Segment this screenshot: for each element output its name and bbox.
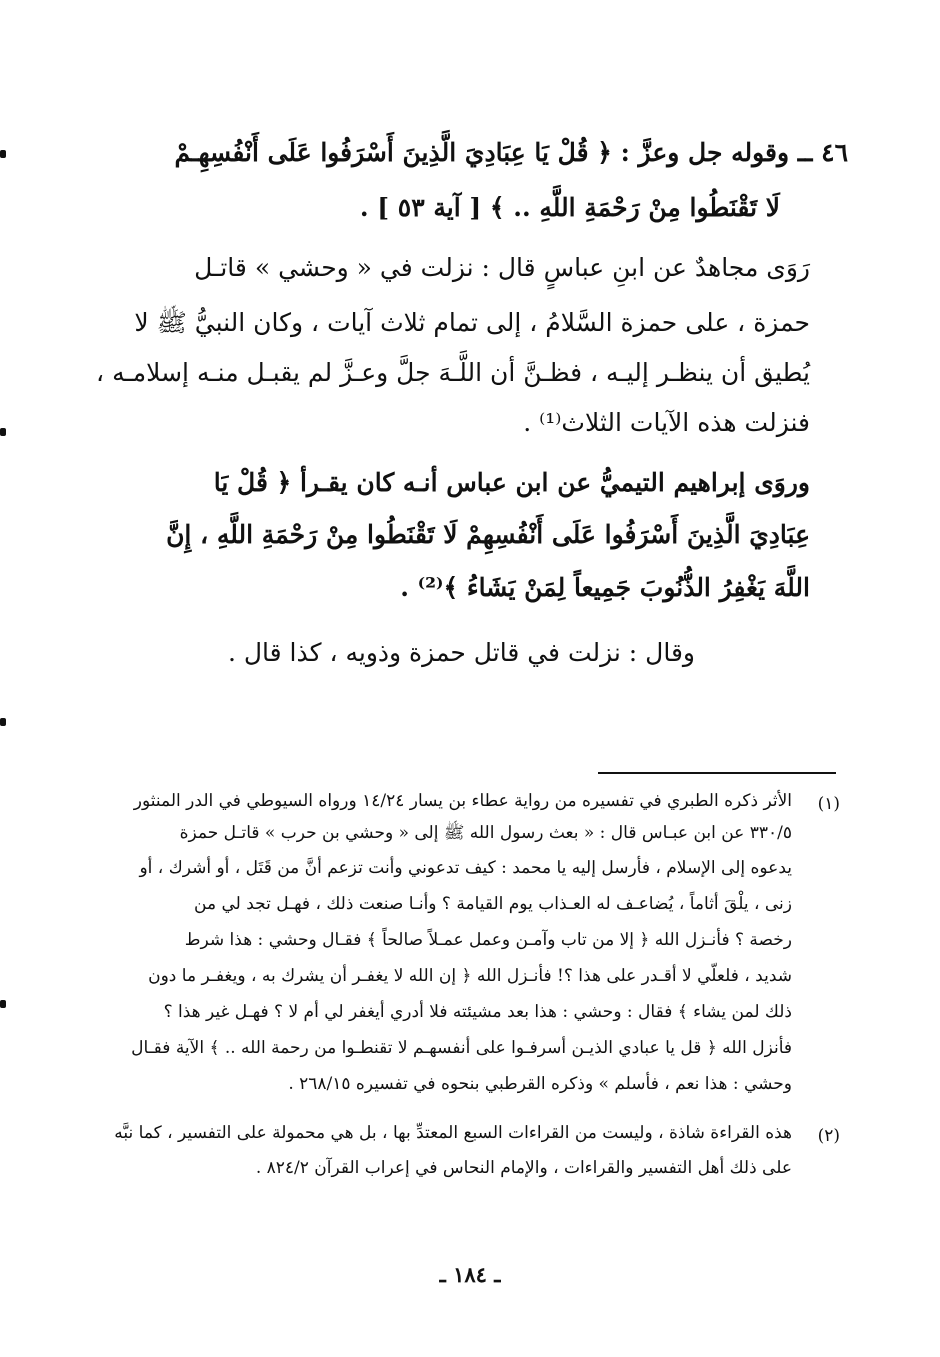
paragraph-3: وقال : نزلت في قاتل حمزة وذويه ، كذا قال . [227, 638, 695, 667]
page-number: ـ ١٨٤ ـ [439, 1262, 501, 1287]
paragraph-2-line-1: وروَى إبراهيم التيميُّ عن ابن عباس أنـه كان يقـرأ ﴿ قُلْ يَا [213, 468, 810, 497]
footnote-1-line-8: فأنزل الله ﴿ قل يا عبادي الذيـن أسرفـوا على أنفسهـم لا تقنطـوا من رحمة الله .. ﴾ الآية فقـال [131, 1038, 792, 1058]
margin-mark [0, 150, 6, 158]
margin-mark [0, 718, 6, 726]
footnote-2-line-2: على ذلك أهل التفسير والقراءات ، والإمام النحاس في إعراب القرآن ٨٢٤/٢ . [255, 1158, 792, 1178]
margin-mark [0, 428, 6, 436]
footnote-separator [598, 772, 836, 774]
paragraph-1-line-4: فنزلت هذه الآيات الثلاث⁽¹⁾ . [523, 408, 810, 437]
footnote-1-line-4: زنى ، يلْقَ أثاماً ، يُضاعـف له العـذاب يوم القيامة ؟ وأنـا صنعت ذلك ، فهـل تجد لي من [194, 894, 792, 914]
paragraph-1-line-1: رَوَى مجاهدٌ عن ابنِ عباسٍ قال : نزلت في « وحشي » قاتـل [194, 253, 810, 282]
footnote-1-line-5: رخصة ؟ فأنـزل الله ﴿ إلا من تاب وآمـن وعمل عمـلاً صالحاً ﴾ فقـال وحشي : هذا شرط [184, 930, 792, 950]
footnote-1-line-1: الأثر ذكره الطبري في تفسيره من رواية عطاء بن يسار ١٤/٢٤ ورواه السيوطي في الدر المنثور [133, 791, 792, 811]
paragraph-2-line-3: اللَّهَ يَغْفِرُ الذُّنُوبَ جَمِيعاً لِمَنْ يَشَاءُ ﴾⁽²⁾ . [400, 573, 810, 602]
footnote-1-line-7: ذلك لمن يشاء ﴾ فقال : وحشي : هذا بعد مشيئته فلا أدري أيغفر لي أم لا ؟ فهـل غير هذا ؟ [163, 1002, 792, 1022]
paragraph-1-line-2: حمزة ، على حمزة السَّلامُ ، إلى تمام ثلاث آيات ، وكان النبيُّ ﷺ لا [134, 308, 810, 337]
footnote-1-marker: (١) [817, 794, 840, 814]
footnote-2-line-1: هذه القراءة شاذة ، وليست من القراءات السبع المعتدِّ بها ، بل هي محمولة على التفسير ، كما نبَّه [114, 1123, 792, 1143]
footnote-2-marker: (٢) [817, 1126, 840, 1146]
footnote-1-line-9: وحشي : هذا نعم ، فأسلم » وذكره القرطبي بنحوه في تفسيره ٢٦٨/١٥ . [288, 1074, 792, 1094]
paragraph-2-line-2: عِبَادِيَ الَّذِينَ أَسْرَفُوا عَلَى أَنْفُسِهِمْ لَا تَقْنَطُوا مِنْ رَحْمَةِ اللَّهِ ، إِنَّ [166, 520, 810, 549]
entry-heading-line-1: ٤٦ ــ وقوله جل وعزَّ : ﴿ قُلْ يَا عِبَادِيَ الَّذِينَ أَسْرَفُوا عَلَى أَنْفُسِهِـمْ [174, 138, 848, 167]
footnote-1-line-2: ٣٣٠/٥ عن ابن عبـاس قال : « بعث رسول الله ﷺ إلى « وحشي بن حرب » قاتـل حمزة [179, 823, 792, 843]
entry-heading-line-2: لَا تَقْنَطُوا مِنْ رَحْمَةِ اللَّهِ .. ﴾ [ آية ٥٣ ] . [359, 193, 780, 222]
paragraph-1-line-3: يُطيق أن ينظـر إليـه ، فظـنَّ أن اللَّـهَ جلَّ وعـزَّ لم يقبـل منـه إسلامـه ، [96, 358, 810, 387]
footnote-1-line-3: يدعوه إلى الإسلام ، فأرسل إليه يا محمد : كيف تدعوني وأنت تزعم أنَّ من قَتَل ، أو أشرك ، أو [139, 858, 792, 878]
margin-mark [0, 1000, 6, 1008]
footnote-1-line-6: شديد ، فلعلّي لا أقـدر على هذا ؟! فأنـزل الله ﴿ إن الله لا يغفـر أن يشرك به ، ويغفـر ما دون [148, 966, 792, 986]
